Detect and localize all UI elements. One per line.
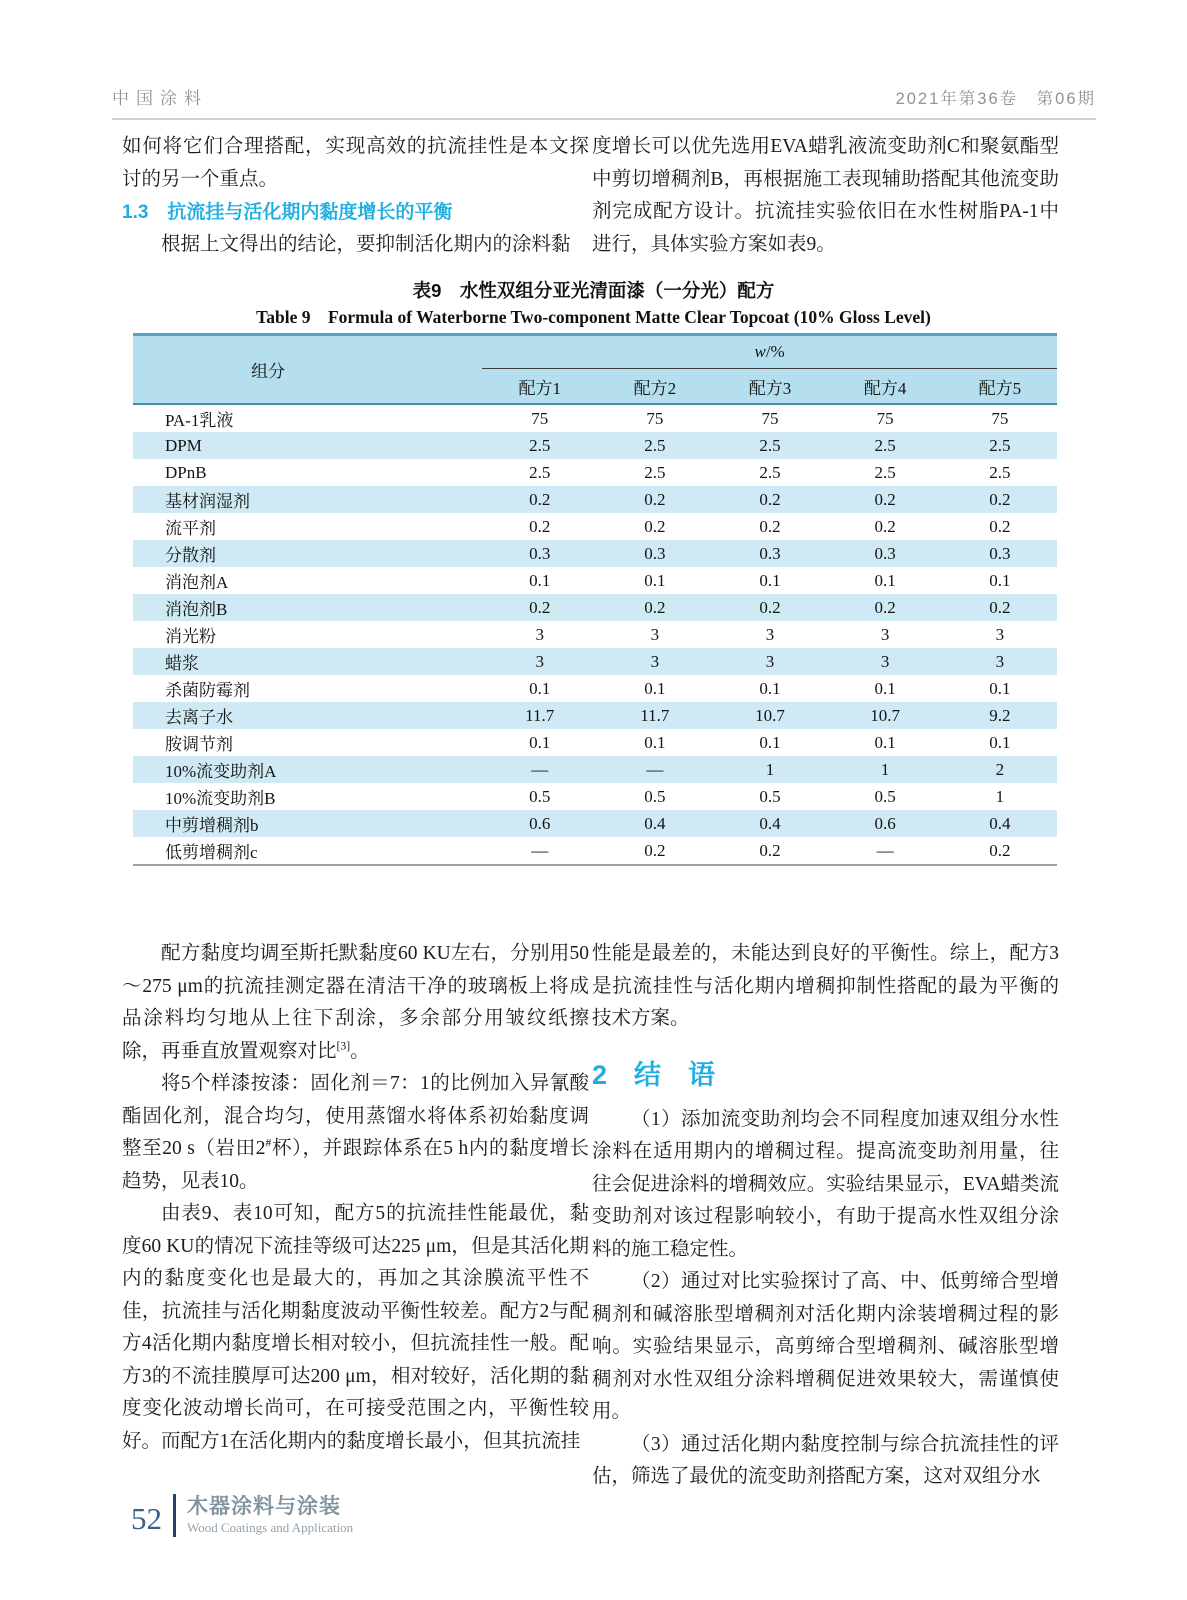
value-cell: 2.5 [828, 432, 943, 459]
value-cell: 0.5 [644, 786, 666, 806]
value-cell: 0.2 [597, 594, 712, 621]
value-cell: 3 [650, 624, 660, 644]
value-cell: 0.4 [597, 810, 712, 837]
paragraph: 由表9、表10可知，配方5的抗流挂性能最优，黏度60 KU的情况下流挂等级可达225 μm，但是其活化期内的黏度变化也是最大的，再加之其涂膜流平性不佳，抗流挂与活化期黏度波动平衡性较差。配方2与配方4活化期内黏度增长相对较小，但抗流挂性一般。配方3的不流挂膜厚可达200 μm，相对较好，活化期的黏度变化波动增长尚可，在可接受范围之内，平衡性较好。而配方1在活化期内的黏度增长最小，但其抗流挂 [122, 1203, 589, 1452]
value-cell: 0.2 [828, 486, 943, 513]
intro-right-column [592, 131, 1059, 261]
value-cell: 0.2 [759, 516, 781, 536]
value-cell: 3 [482, 648, 597, 675]
value-cell: 0.1 [874, 732, 896, 752]
value-cell: 0.3 [828, 540, 943, 567]
value-cell: 3 [597, 648, 712, 675]
table-row [133, 432, 1057, 459]
table-row [133, 837, 1057, 865]
value-cell: 0.1 [989, 678, 1011, 698]
value-cell: 3 [765, 624, 775, 644]
value-cell: — [597, 756, 712, 783]
component-name-cell: 消泡剂A [165, 573, 229, 592]
formula-table-head [133, 335, 1057, 405]
paragraph: 度增长可以优先选用EVA蜡乳液流变助剂C和聚氨酯型中剪切增稠剂B，再根据施工表现辅助搭配其他流变助剂完成配方设计。抗流挂实验依旧在水性树脂PA-1中进行，具体实验方案如表9。 [592, 136, 1059, 255]
value-cell: 0.2 [597, 837, 712, 865]
value-cell: 0.1 [759, 570, 781, 590]
value-cell: 0.2 [989, 516, 1011, 536]
value-cell: 0.1 [989, 732, 1011, 752]
table-row [133, 783, 1057, 810]
column-header-formula4: 配方4 [828, 369, 943, 405]
paragraph: 如何将它们合理搭配，实现高效的抗流挂性是本文探讨的另一个重点。 [122, 136, 589, 190]
value-cell: 0.3 [712, 540, 827, 567]
value-cell: 2.5 [482, 432, 597, 459]
paragraph: （3）通过活化期内黏度控制与综合抗流挂性的评估，筛选了最优的流变助剂搭配方案，这对双组分水 [592, 1433, 1059, 1487]
table-row [133, 567, 1057, 594]
paragraph-text: 将5个样漆按漆：固化剂＝7：1的比例加入异氰酸酯固化剂，混合均匀，使用蒸馏水将体系初始黏度调整至20 s（岩田2 [122, 1073, 589, 1159]
value-cell: 2 [943, 756, 1057, 783]
component-name-cell: 消泡剂B [133, 594, 482, 621]
paragraph: 根据上文得出的结论，要抑制活化期内的涂料黏 [161, 234, 571, 255]
component-name-cell: 杀菌防霉剂 [165, 681, 250, 700]
paragraph-text: 杯），并跟踪体系在5 h内的黏度增长趋势，见表10。 [122, 1138, 589, 1192]
value-cell: 0.2 [712, 594, 827, 621]
table-row [133, 756, 1057, 783]
citation-superscript: [3] [336, 1039, 351, 1052]
value-cell: 0.2 [644, 516, 666, 536]
column-header-formula3: 配方3 [712, 369, 827, 405]
value-cell: 0.1 [644, 678, 666, 698]
value-cell: 3 [943, 648, 1057, 675]
value-cell: 0.2 [828, 594, 943, 621]
value-cell: 0.2 [482, 594, 597, 621]
value-cell: 0.3 [597, 540, 712, 567]
column-header-unit [482, 335, 1057, 369]
value-cell: 0.4 [943, 810, 1057, 837]
table-row [133, 513, 1057, 540]
footer-section-block [173, 1494, 353, 1537]
value-cell: 10.7 [828, 702, 943, 729]
value-cell: 0.1 [644, 570, 666, 590]
column-header-component: 组分 [133, 335, 482, 405]
table-row [133, 621, 1057, 648]
table-row [133, 540, 1057, 567]
value-cell: 1 [712, 756, 827, 783]
component-name-cell: 消光粉 [165, 627, 216, 646]
paragraph [122, 1068, 589, 1198]
value-cell: 0.1 [874, 570, 896, 590]
table-caption [0, 278, 1187, 330]
value-cell: 1 [995, 786, 1005, 806]
value-cell: 0.2 [482, 486, 597, 513]
component-name-cell: 中剪增稠剂b [133, 810, 482, 837]
component-name-cell: 去离子水 [133, 702, 482, 729]
value-cell: 11.7 [597, 702, 712, 729]
component-name-cell: DPM [133, 432, 482, 459]
value-cell: 0.1 [529, 570, 551, 590]
paragraph: （1）添加流变助剂均会不同程度加速双组分水性涂料在适用期内的增稠过程。提高流变助剂用量，往往会促进涂料的增稠效应。实验结果显示，EVA蜡类流变助剂对该过程影响较小，有助于提高水性双组分涂料的施工稳定性。 [592, 1108, 1059, 1260]
value-cell: 1 [828, 756, 943, 783]
formula-table [133, 333, 1057, 866]
table-row [133, 486, 1057, 513]
column-header-formula1: 配方1 [482, 369, 597, 405]
value-cell: 2.5 [989, 462, 1011, 482]
value-cell: 2.5 [943, 432, 1057, 459]
paragraph [122, 938, 589, 1068]
value-cell: 3 [995, 624, 1005, 644]
paragraph: （2）通过对比实验探讨了高、中、低剪缔合型增稠剂和碱溶胀型增稠剂对活化期内涂装增稠过程的影响。实验结果显示，高剪缔合型增稠剂、碱溶胀型增稠剂对水性双组分涂料增稠促进效果较大，需谨慎使用。 [592, 1271, 1059, 1422]
unit-rest: /% [765, 342, 785, 361]
value-cell: 0.3 [482, 540, 597, 567]
table-row [133, 648, 1057, 675]
value-cell: 10.7 [712, 702, 827, 729]
value-cell: 75 [828, 404, 943, 432]
value-cell: 0.1 [759, 678, 781, 698]
value-cell: 9.2 [943, 702, 1057, 729]
journal-name: 中国涂料 [112, 89, 208, 108]
page-number: 52 [131, 1501, 162, 1536]
formula-table-body [133, 404, 1057, 865]
value-cell: 0.1 [529, 678, 551, 698]
value-cell: 75 [482, 404, 597, 432]
value-cell: 0.2 [943, 594, 1057, 621]
table-row [133, 459, 1057, 486]
value-cell: — [482, 837, 597, 865]
value-cell: 0.2 [943, 486, 1057, 513]
section-heading-conclusion: 2 结 语 [592, 1059, 716, 1090]
component-name-cell: 流平剂 [165, 519, 216, 538]
value-cell: 0.2 [874, 516, 896, 536]
body-right-column [592, 938, 1059, 1494]
component-name-cell: 胺调节剂 [165, 735, 233, 754]
value-cell: 75 [712, 404, 827, 432]
unit-symbol: w [754, 342, 766, 361]
intro-left-column [122, 131, 589, 262]
value-cell: 0.5 [759, 786, 781, 806]
table-row [133, 594, 1057, 621]
value-cell: 3 [880, 624, 890, 644]
value-cell: 0.1 [759, 732, 781, 752]
table-row [133, 675, 1057, 702]
value-cell: 2.5 [529, 462, 551, 482]
paragraph-text: 。 [350, 1040, 370, 1062]
value-cell: 2.5 [644, 462, 666, 482]
component-name-cell: 分散剂 [133, 540, 482, 567]
value-cell: — [828, 837, 943, 865]
value-cell: 0.1 [644, 732, 666, 752]
value-cell: 2.5 [759, 462, 781, 482]
value-cell: 0.3 [943, 540, 1057, 567]
table-row [133, 404, 1057, 432]
value-cell: 0.1 [989, 570, 1011, 590]
value-cell: 0.2 [712, 837, 827, 865]
value-cell: 2.5 [712, 432, 827, 459]
paragraph: 性能是最差的，未能达到良好的平衡性。综上，配方3是抗流挂性与活化期内增稠抑制性搭配的最为平衡的技术方案。 [592, 943, 1059, 1029]
issue-info: 2021年第36卷 第06期 [895, 90, 1096, 108]
value-cell: 3 [828, 648, 943, 675]
value-cell: 11.7 [482, 702, 597, 729]
value-cell: 0.6 [828, 810, 943, 837]
component-name-cell: 10%流变助剂B [165, 789, 276, 808]
value-cell: 3 [712, 648, 827, 675]
value-cell: 0.2 [597, 486, 712, 513]
table-row [133, 702, 1057, 729]
value-cell: 0.5 [874, 786, 896, 806]
component-name-cell: 低剪增稠剂c [133, 837, 482, 865]
page-footer [131, 1494, 353, 1537]
column-header-formula2: 配方2 [597, 369, 712, 405]
body-left-column [122, 938, 589, 1458]
value-cell: 3 [535, 624, 544, 644]
table-row [133, 729, 1057, 756]
component-name-cell: PA-1乳液 [133, 404, 482, 432]
value-cell: 0.2 [712, 486, 827, 513]
table-title-zh: 表9 水性双组分亚光清面漆（一分光）配方 [412, 280, 775, 301]
table-title-en: Table 9 Formula of Waterborne Two-component Matte Clear Topcoat (10% Gloss Level) [256, 307, 931, 327]
value-cell: 0.5 [529, 786, 551, 806]
table-row [133, 810, 1057, 837]
cup-superscript: # [265, 1136, 272, 1150]
footer-section-zh: 木器涂料与涂装 [187, 1495, 341, 1518]
value-cell: 2.5 [597, 432, 712, 459]
component-name-cell: DPnB [165, 462, 207, 482]
table-header-row [133, 335, 1057, 369]
value-cell: 0.1 [874, 678, 896, 698]
value-cell: 75 [943, 404, 1057, 432]
value-cell: 0.2 [529, 516, 551, 536]
component-name-cell: 基材润湿剂 [133, 486, 482, 513]
value-cell: 2.5 [874, 462, 896, 482]
component-name-cell: 10%流变助剂A [133, 756, 482, 783]
value-cell: 0.4 [712, 810, 827, 837]
value-cell: 0.1 [529, 732, 551, 752]
value-cell: 0.6 [482, 810, 597, 837]
value-cell: 0.2 [943, 837, 1057, 865]
value-cell: 75 [597, 404, 712, 432]
section-heading-1-3: 1.3 抗流挂与活化期内黏度增长的平衡 [122, 202, 453, 223]
footer-section-en: Wood Coatings and Application [187, 1520, 354, 1535]
paragraph-text: 配方黏度均调至斯托默黏度60 KU左右，分别用50～275 μm的抗流挂测定器在清洁干净的玻璃板上将成品涂料均匀地从上往下刮涂，多余部分用皱纹纸擦除，再垂直放置观察对比 [122, 943, 589, 1062]
running-head [112, 84, 1096, 120]
value-cell: — [482, 756, 597, 783]
component-name-cell: 蜡浆 [133, 648, 482, 675]
column-header-formula5: 配方5 [943, 369, 1057, 405]
